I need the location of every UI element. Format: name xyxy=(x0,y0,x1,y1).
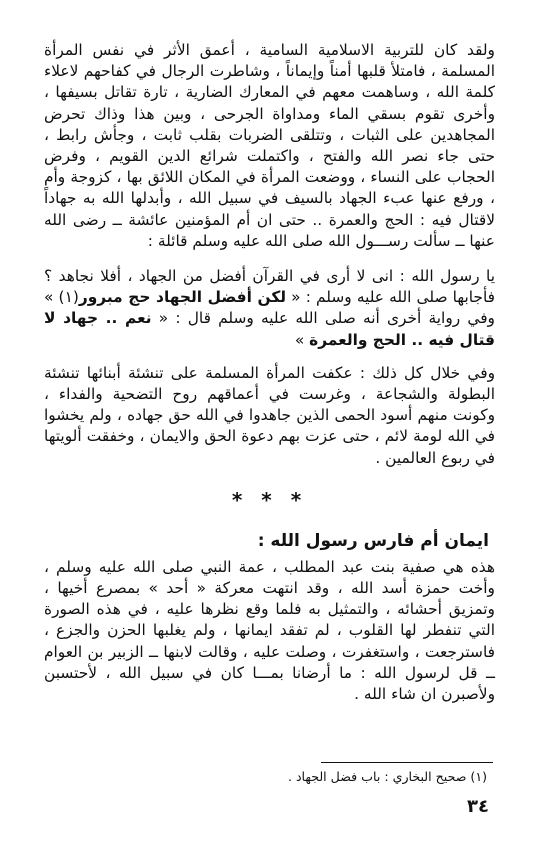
paragraph-text: يا رسول الله : انى لا أرى في القرآن أفضل من الجهاد ، أفلا نجاهد ؟ فأجابها صلى الله عليه وسلم : « xyxy=(44,267,495,307)
section-heading: ايمان أم فارس رسول الله : xyxy=(257,530,489,551)
paragraph-hadith-jihad xyxy=(44,266,495,351)
paragraph-safiyya xyxy=(44,557,495,705)
section-separator: * * * xyxy=(231,487,308,512)
paragraph-text: (١) » وفي رواية أخرى أنه صلى الله عليه وسلم قال : « xyxy=(44,288,495,328)
paragraph-text: » xyxy=(294,330,310,349)
paragraph-text: ولقد كان للتربية الاسلامية السامية ، أعمق الأثر في نفس المرأة المسلمة ، فامتلأ قلبها أمناً وإيماناً ، وشاطرت الرجال في كفاحهم لاعلاء كلمة الله ، وساهمت معهم في المعارك الضارية ، تارة تقاتل بسيفها ، وأخرى تقوم بسقي الماء ومداواة الجرحى ، وبين هذا وذاك تحرض المجاهدين على الثبات ، وتتلقى الضربات بقلب ثابت ، وجأش رابط ، حتى جاء نصر الله والفتح ، واكتملت شرائع الدين القويم ، وفرض الحجاب على النساء ، ووضعت المرأة في المكان اللائق بها ، كزوجة وأم ، ورفع عنها عبء الجهاد بالسيف في سبيل الله ، وأبدلها الله به جهاداً لاقتال فيه : الحج والعمرة .. حتى ان أم المؤمنين عائشة ــ رضى الله عنها ــ سألت رســـول الله صلى الله عليه وسلم قائلة : xyxy=(44,41,495,250)
footnote-divider xyxy=(321,762,493,763)
paragraph-women-education xyxy=(44,40,495,252)
hadith-quote-bold: لكن أفضل الجهاد حج مبرور xyxy=(78,288,287,307)
page-number: ٣٤ xyxy=(467,796,489,817)
paragraph-raising-sons xyxy=(44,363,495,469)
paragraph-text: وفي خلال كل ذلك : عكفت المرأة المسلمة على تنشئة أبنائها تنشئة البطولة والشجاعة ، وغرست في أعماقهم روح التضحية والفداء ، وكونت منهم أسود الحمى الذين جاهدوا في الله حق جهاده ، ولم يخشوا في الله لومة لائم ، حتى عزت بهم دعوة الحق والايمان ، وخفقت ألويتها في ربوع العالمين . xyxy=(44,363,495,467)
paragraph-text: هذه هي صفية بنت عبد المطلب ، عمة النبي صلى الله عليه وسلم ، وأخت حمزة أسد الله ، وقد انتهت معركة « أحد » بمصرع أخيها ، وتمزيق أحشائه ، والتمثيل به فلما وقع نظرها عليه ، في هذه الصورة التي تنفطر لها القلوب ، لم تفقد ايمانها ، ولم يغلبها الحزن والجزع ، فاسترجعت ، واستغفرت ، وصلت عليه ، وقالت لابنها ــ الزبير بن العوام ــ قل لرسول الله : ما أرضانا بمـــا كان في سبيل الله ، لأحتسبن ولأصبرن ان شاء الله . xyxy=(44,557,495,704)
hadith-quote-bold: نعم .. جهاد لا قتال فيه .. الحج والعمرة xyxy=(44,309,495,349)
footnote: (١) صحيح البخاري : باب فضل الجهاد . xyxy=(287,769,487,784)
